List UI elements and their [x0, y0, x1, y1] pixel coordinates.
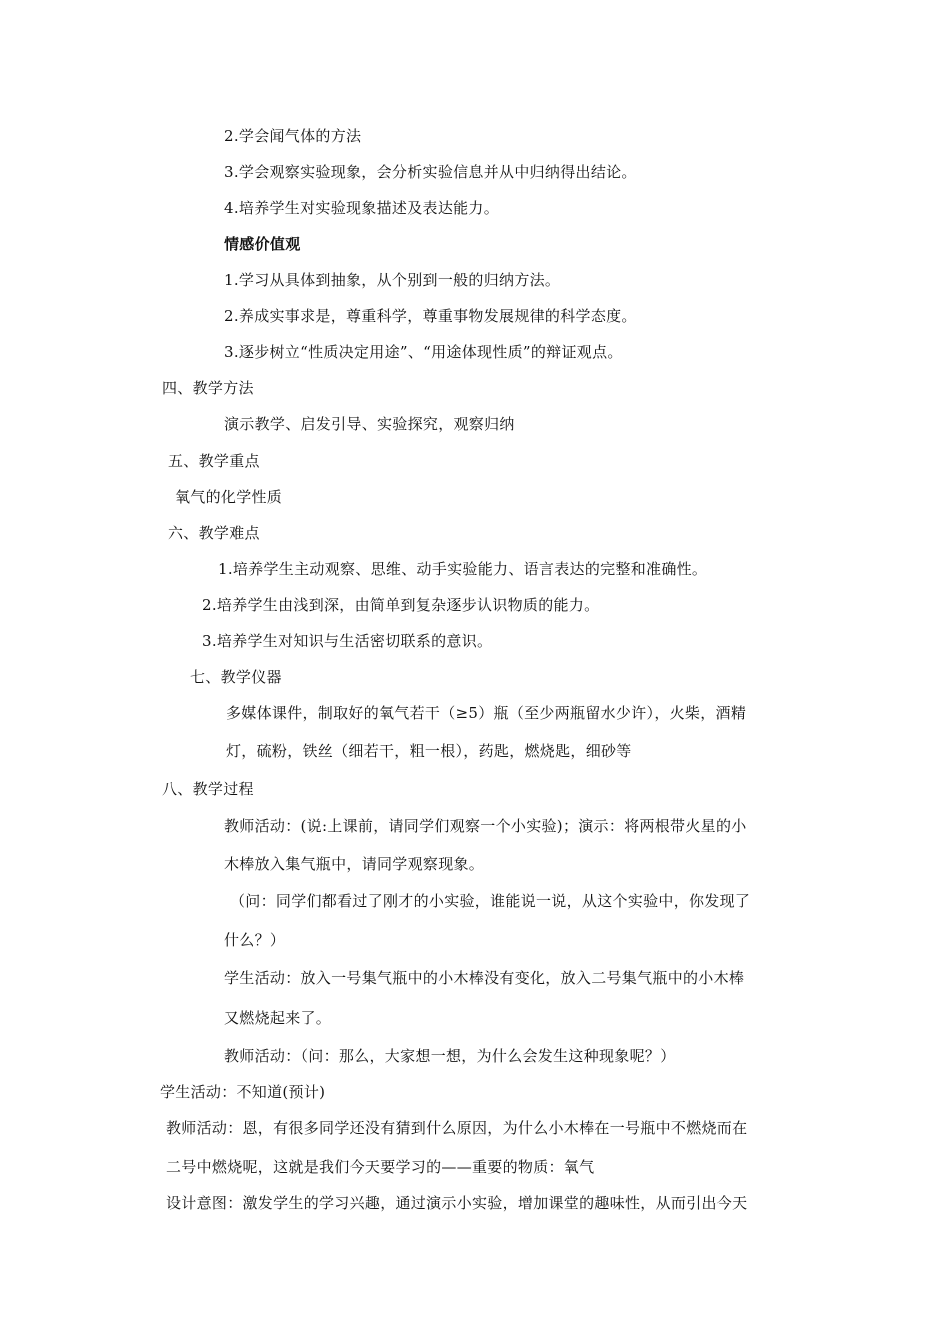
section-heading-methods: 四、教学方法 — [162, 379, 254, 397]
instruments-text-line-1: 多媒体课件，制取好的氧气若干（≥5）瓶（至少两瓶留水少许），火柴，酒精 — [226, 704, 747, 722]
section-heading-difficulties: 六、教学难点 — [168, 524, 260, 542]
teacher-activity-3-line-1: 教师活动：恩，有很多同学还没有猜到什么原因，为什么小木棒在一号瓶中不燃烧而在 — [166, 1119, 748, 1137]
methods-text: 演示教学、启发引导、实验探究，观察归纳 — [224, 415, 515, 433]
difficulty-item-2: 2.培养学生由浅到深，由简单到复杂逐步认识物质的能力。 — [202, 596, 600, 614]
difficulty-item-3: 3.培养学生对知识与生活密切联系的意识。 — [202, 632, 493, 650]
instruments-text-line-2: 灯，硫粉，铁丝（细若干，粗一根），药匙，燃烧匙，细砂等 — [226, 742, 632, 760]
section-heading-instruments: 七、教学仪器 — [190, 668, 282, 686]
teacher-activity-1-line-1: 教师活动：(说:上课前，请同学们观察一个小实验)；演示：将两根带火星的小 — [224, 817, 747, 835]
values-item-1: 1.学习从具体到抽象，从个别到一般的归纳方法。 — [224, 271, 561, 289]
section-heading-process: 八、教学过程 — [162, 780, 254, 798]
student-activity-2: 学生活动：不知道(预计) — [160, 1083, 326, 1101]
teacher-activity-2: 教师活动：（问：那么，大家想一想，为什么会发生这种现象呢？） — [224, 1047, 676, 1065]
teacher-question-line-1: （问：同学们都看过了刚才的小实验，谁能说一说，从这个实验中，你发现了 — [230, 892, 751, 910]
skill-item-3: 3.学会观察实验现象，会分析实验信息并从中归纳得出结论。 — [224, 163, 637, 181]
section-heading-key-points: 五、教学重点 — [168, 452, 260, 470]
teacher-activity-1-line-2: 木棒放入集气瓶中，请同学观察现象。 — [224, 855, 485, 873]
skill-item-2: 2.学会闻气体的方法 — [224, 127, 362, 145]
key-points-text: 氧气的化学性质 — [175, 488, 283, 506]
difficulty-item-1: 1.培养学生主动观察、思维、动手实验能力、语言表达的完整和准确性。 — [218, 560, 708, 578]
skill-item-4: 4.培养学生对实验现象描述及表达能力。 — [224, 199, 500, 217]
teacher-activity-3-line-2: 二号中燃烧呢，这就是我们今天要学习的——重要的物质：氧气 — [166, 1158, 595, 1176]
section-heading-values: 情感价值观 — [224, 235, 301, 253]
student-activity-1-line-2: 又燃烧起来了。 — [224, 1009, 332, 1027]
values-item-2: 2.养成实事求是，尊重科学，尊重事物发展规律的科学态度。 — [224, 307, 637, 325]
student-activity-1-line-1: 学生活动：放入一号集气瓶中的小木棒没有变化，放入二号集气瓶中的小木棒 — [224, 969, 745, 987]
design-intent: 设计意图：激发学生的学习兴趣，通过演示小实验，增加课堂的趣味性，从而引出今天 — [166, 1194, 748, 1212]
teacher-question-line-2: 什么？） — [224, 931, 286, 949]
values-item-3: 3.逐步树立“性质决定用途”、“用途体现性质”的辩证观点。 — [224, 343, 623, 361]
